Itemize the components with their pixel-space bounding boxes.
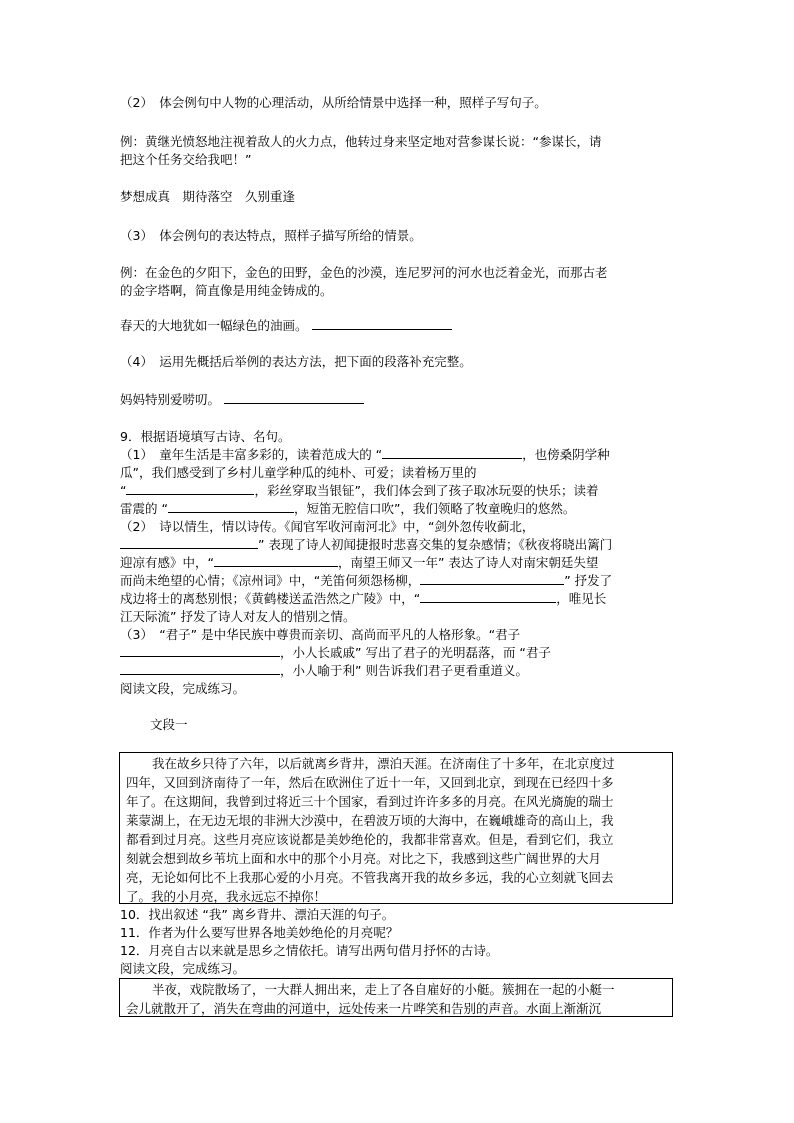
- line-text: ，小人喻于利” 则告诉我们君子更看重道义。: [280, 663, 528, 678]
- answer-blank[interactable]: [420, 590, 556, 603]
- answer-blank[interactable]: [168, 500, 294, 513]
- answer-blank[interactable]: [420, 572, 564, 585]
- line-text: ，短笛无腔信口吹”，我们领略了牧童晚归的悠然。: [293, 501, 576, 516]
- sub-question-3-prompt: （3） 体会例句的表达特点，照样子描写所给的情景。: [120, 228, 422, 243]
- sub-question-4-prompt: （4） 运用先概括后举例的表达方法，把下面的段落补充完整。: [120, 354, 472, 369]
- line-text: 迎凉有感》中，“: [120, 555, 214, 570]
- question-9-line: [120, 572, 680, 590]
- question-9-line: [120, 554, 680, 572]
- passage-line: 都看到过月亮。这些月亮应该说都是美妙绝伦的，我都非常喜欢。但是，看到它们，我立: [126, 832, 614, 847]
- passage-line: 我在故乡只待了六年，以后就离乡背井，漂泊天涯。在济南住了十多年，在北京度过: [152, 756, 615, 771]
- example-sentence-line-2: 把这个任务交给我吧！”: [120, 152, 252, 167]
- task-text: 妈妈特别爱唠叨。: [120, 392, 221, 407]
- line-text: ，唯见长: [556, 591, 607, 606]
- line-text: ” 抒发了: [564, 573, 613, 588]
- question-12: 12．月亮自古以来就是思乡之情依托。请写出两句借月抒怀的古诗。: [120, 943, 499, 958]
- example-sentence-line-1: 例：黄继光愤怒地注视着敌人的火力点，他转过身来坚定地对营参谋长说：“参谋长，请: [120, 134, 602, 149]
- scenario-options: 梦想成真 期待落空 久别重逢: [120, 189, 296, 204]
- question-10: 10．找出叙述 “我” 离乡背井、漂泊天涯的句子。: [120, 907, 395, 922]
- question-9-title: 9．根据语境填写古诗、名句。: [120, 429, 291, 444]
- example-sentence-line-1: 例：在金色的夕阳下，金色的田野，金色的沙漠，连尼罗河的河水也泛着金光，而那古老: [120, 265, 608, 280]
- answer-blank[interactable]: [382, 446, 522, 459]
- line-text: ，小人长戚戚” 写出了君子的光明磊落，而 “君子: [280, 645, 551, 660]
- sub-question-2-prompt: （2） 体会例句中人物的心理活动，从所给情景中选择一种，照样子写句子。: [120, 95, 547, 110]
- passage-heading: 文段一: [150, 717, 188, 732]
- reading-instruction: 阅读文段，完成练习。: [120, 961, 246, 976]
- line-text: 戍边将士的离愁别恨；《黄鹤楼送孟浩然之广陵》中，“: [120, 591, 421, 606]
- passage-line: 了。我的小月亮，我永远忘不掉你！: [126, 889, 327, 904]
- answer-blank[interactable]: [312, 317, 452, 330]
- question-11: 11．作者为什么要写世界各地美妙绝伦的月亮呢？: [120, 925, 399, 940]
- question-9-line: （3） “君子” 是中华民族中尊贵而亲切、高尚而平凡的人格形象。“君子: [120, 627, 521, 642]
- question-9-line: [120, 644, 680, 662]
- line-text: ，也傍桑阴学种: [522, 447, 610, 462]
- line-text: 雷震的 “: [120, 501, 168, 516]
- passage-line: 刻就会想到故乡苇坑上面和水中的那个小月亮。对比之下，我感到这些广阔世界的大月: [126, 851, 602, 866]
- answer-blank[interactable]: [214, 554, 338, 567]
- question-9-line: [120, 536, 680, 554]
- question-9-line: [120, 482, 680, 500]
- question-9-line: [120, 446, 680, 464]
- answer-blank[interactable]: [120, 644, 280, 657]
- answer-blank[interactable]: [126, 482, 254, 495]
- writing-task: [120, 317, 680, 335]
- line-text: （1） 童年生活是丰富多彩的，读着范成大的 “: [120, 447, 383, 462]
- example-sentence-line-2: 的金字塔啊，简直像是用纯金铸成的。: [120, 283, 333, 298]
- passage-box: [119, 978, 673, 1017]
- passage-line: 亮，无论如何比不上我那心爱的小月亮。不管我离开我的故乡多远，我的心立刻就飞回去: [126, 870, 614, 885]
- writing-task: [120, 391, 680, 409]
- answer-blank[interactable]: [120, 536, 258, 549]
- question-9-line: [120, 590, 680, 608]
- line-text: 而尚未绝望的心情；《凉州词》中，“羌笛何须怨杨柳，: [120, 573, 421, 588]
- question-9-line: 瓜”，我们感受到了乡村儿童学种瓜的纯朴、可爱；读着杨万里的: [120, 465, 477, 480]
- passage-line: 莱蒙湖上，在无边无垠的非洲大沙漠中，在碧波万顷的大海中，在巍峨雄奇的高山上，我: [126, 813, 614, 828]
- reading-instruction: 阅读文段，完成练习。: [120, 681, 246, 696]
- answer-blank[interactable]: [224, 391, 364, 404]
- question-9-line: [120, 662, 680, 680]
- passage-line: 半夜，戏院散场了，一大群人拥出来，走上了各自雇好的小艇。簇拥在一起的小艇一: [152, 982, 615, 997]
- question-9-line: （2） 诗以情生，情以诗传。《闻官军收河南河北》中，“剑外忽传收蓟北，: [120, 519, 535, 534]
- line-text: ” 表现了诗人初闻捷报时悲喜交集的复杂感情；《秋夜将晓出篱门: [258, 537, 613, 552]
- line-text: “: [120, 483, 127, 498]
- answer-blank[interactable]: [120, 662, 280, 675]
- passage-line: 会儿就散开了，消失在弯曲的河道中，远处传来一片哗笑和告别的声音。水面上渐渐沉: [126, 1001, 602, 1016]
- question-9-line: 江天际流” 抒发了诗人对友人的惜别之情。: [120, 609, 356, 624]
- passage-line: 年了。在这期间，我曾到过将近三十个国家，看到过许许多多的月亮。在风光旖旎的瑞士: [126, 794, 614, 809]
- line-text: ，彩丝穿取当银钲”，我们体会到了孩子取冰玩耍的快乐；读着: [254, 483, 599, 498]
- task-text: 春天的大地犹如一幅绿色的油画。: [120, 318, 308, 333]
- passage-box: [119, 752, 673, 904]
- line-text: ，南望王师又一年” 表达了诗人对南宋朝廷失望: [337, 555, 599, 570]
- question-9-line: [120, 500, 680, 518]
- passage-line: 四年，又回到济南待了一年，然后在欧洲住了近十一年，又回到北京，到现在已经四十多: [126, 775, 614, 790]
